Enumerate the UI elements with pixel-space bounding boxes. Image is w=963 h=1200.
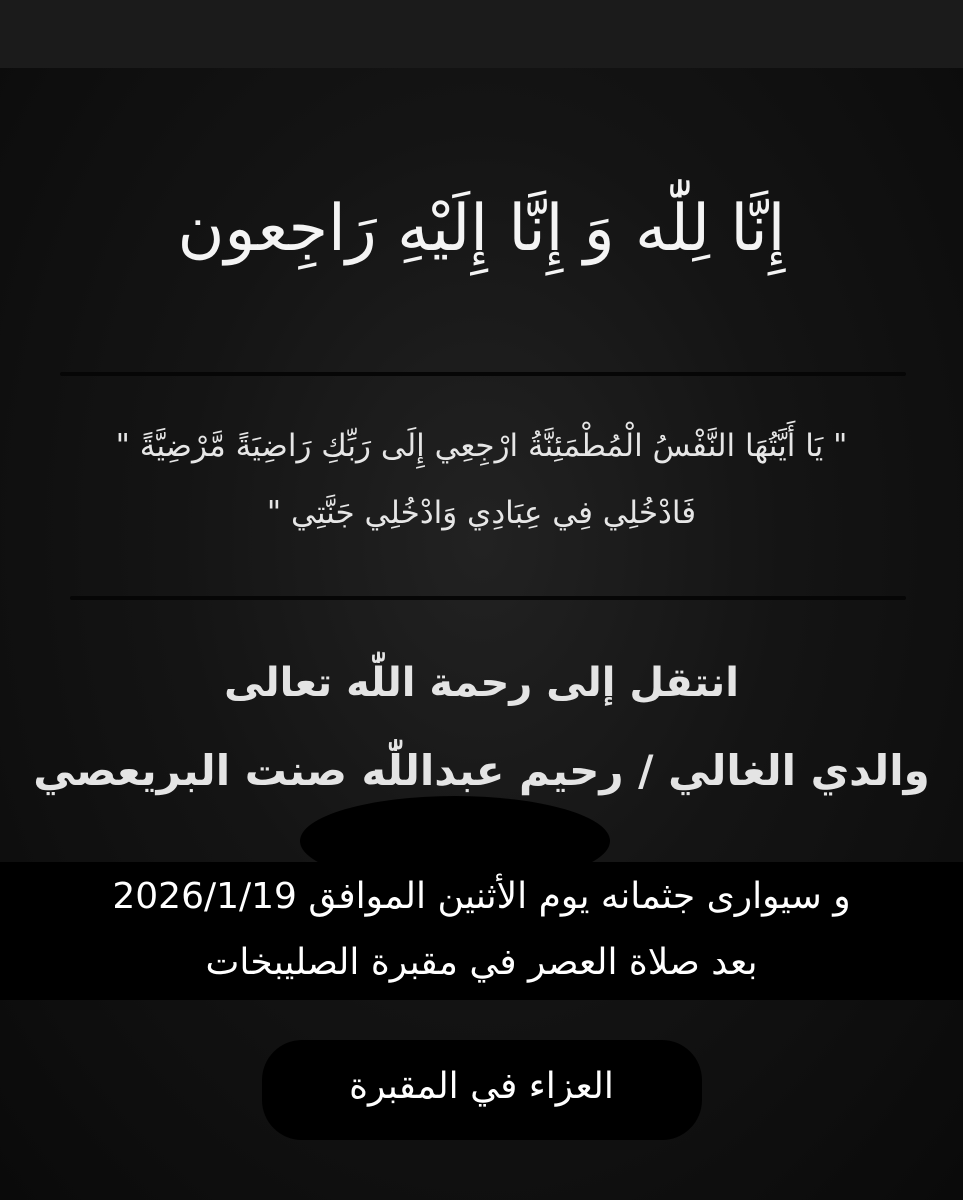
condolence-note: العزاء في المقبرة [349,1066,614,1107]
funeral-date-line: و سيوارى جثمانه يوم الأثنين الموافق 2026/1/19 [112,876,851,917]
deceased-name: والدي الغالي / رحيم عبداللّٰه صنت البريعصي [33,746,930,795]
quran-verse-line-1: " يَا أَيَّتُهَا النَّفْسُ الْمُطْمَئِنَّةُ ارْجِعِي إِلَى رَبِّكِ رَاضِيَةً مَّرْضِيَّةً " [115,428,848,464]
passed-away-heading: انتقل إلى رحمة اللّٰه تعالى [224,660,739,706]
divider [60,372,906,376]
top-band [0,0,963,68]
quran-verse-line-2: فَادْخُلِي فِي عِبَادِي وَادْخُلِي جَنَّتِي " [266,495,697,531]
divider [70,596,906,600]
page-title: إِنَّا لِلّٰه وَ إِنَّا إِلَيْهِ رَاجِعون [177,192,786,266]
funeral-location-line: بعد صلاة العصر في مقبرة الصليبخات [205,942,758,983]
